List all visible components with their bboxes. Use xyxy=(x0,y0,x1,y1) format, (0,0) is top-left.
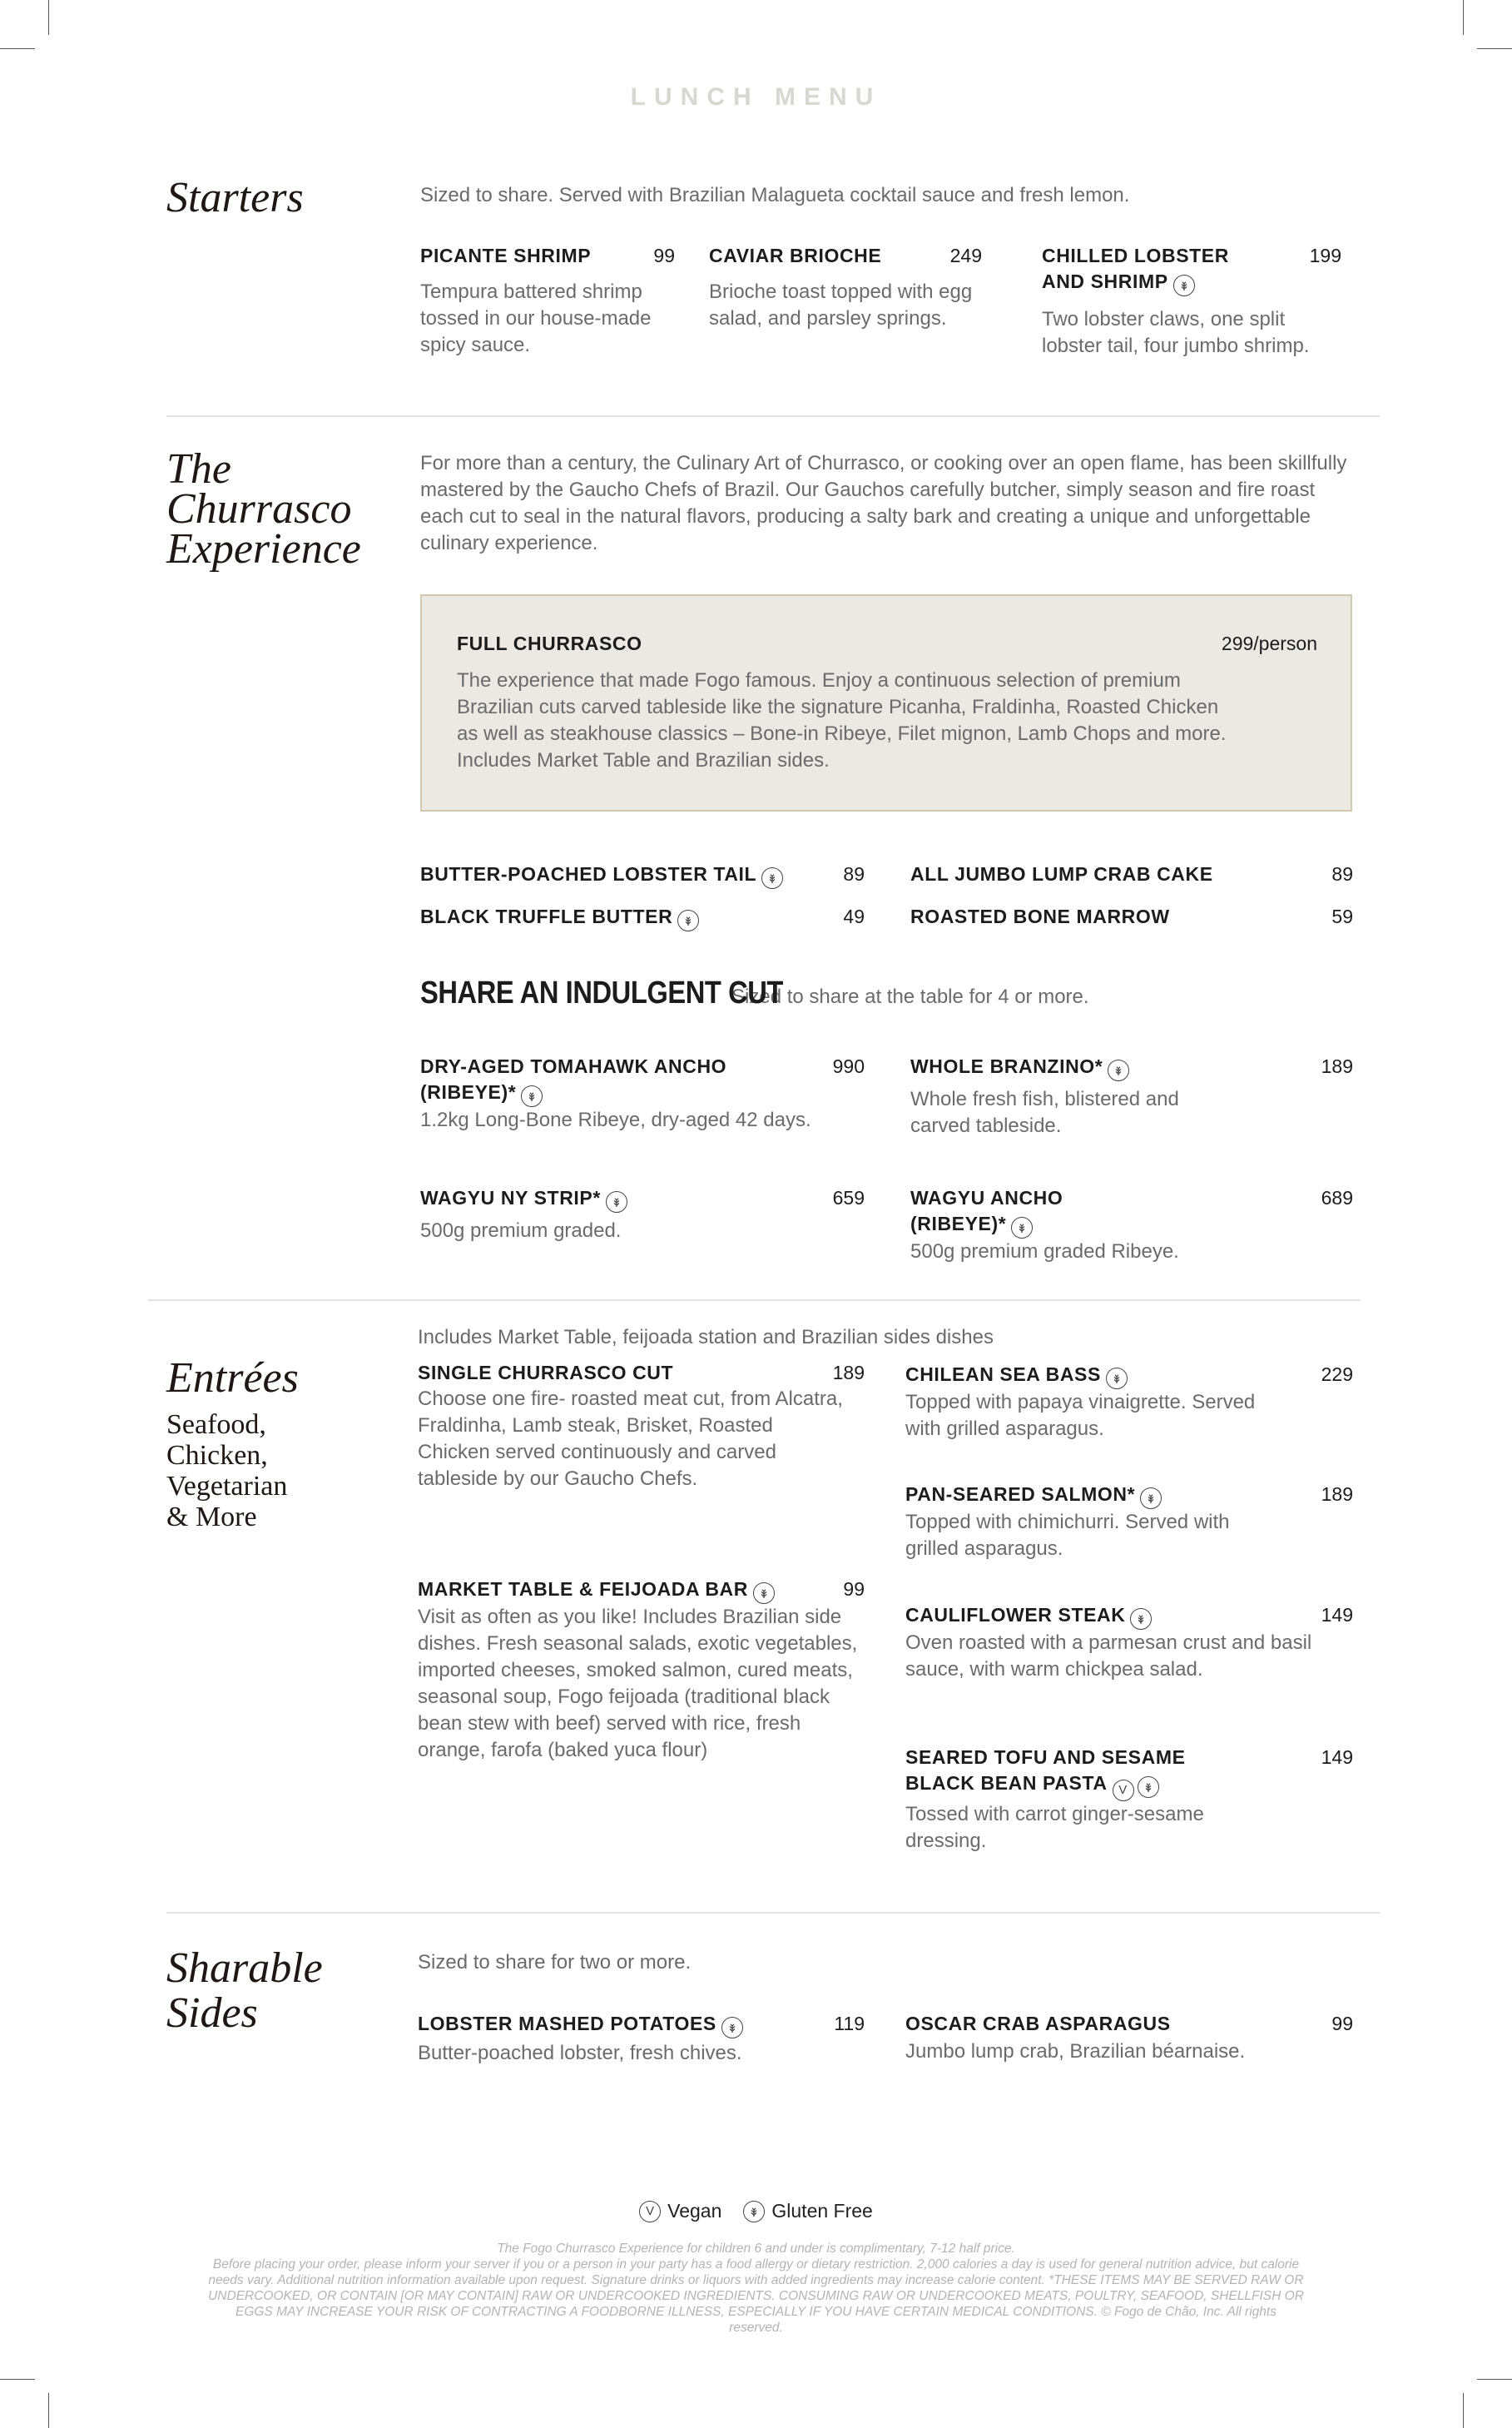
menu-item xyxy=(905,2011,1353,2065)
item-name: CHILLED LOBSTER AND SHRIMP xyxy=(1042,243,1242,296)
item-description: Visit as often as you like! Includes Brazilian side dishes. Fresh seasonal salads, exotic vegetables, imported cheeses, smoked salmon, cured meats, seasonal soup, Fogo feijoada (traditional black bean stew with beef) served with rice, fresh orange, farofa (baked yuca flour) xyxy=(418,1606,858,1761)
item-price: 49 xyxy=(843,906,865,927)
crop-mark xyxy=(48,2393,49,2428)
addon-item xyxy=(420,861,865,889)
legend-gluten-free xyxy=(743,2200,872,2222)
vegan-icon: V xyxy=(1113,1780,1134,1801)
menu-item xyxy=(905,1482,1353,1562)
gluten-free-icon xyxy=(721,2017,743,2038)
item-price: 149 xyxy=(1321,1746,1353,1768)
item-name: FULL CHURRASCO xyxy=(457,633,642,654)
menu-item xyxy=(905,1745,1353,1855)
gluten-free-icon xyxy=(521,1085,543,1107)
legend-label: Gluten Free xyxy=(771,2200,873,2222)
legend-vegan xyxy=(639,2200,721,2222)
addon-item xyxy=(420,904,865,931)
item-name: BLACK TRUFFLE BUTTER xyxy=(420,904,699,931)
menu-item xyxy=(420,1185,865,1244)
gluten-free-icon xyxy=(743,2201,765,2222)
item-description: Topped with chimichurri. Served with grilled asparagus. xyxy=(905,1511,1230,1560)
item-name: LOBSTER MASHED POTATOES xyxy=(418,2011,743,2038)
item-name: DRY-AGED TOMAHAWK ANCHO (RIBEYE)* xyxy=(420,1054,770,1107)
item-price: 189 xyxy=(1321,1055,1353,1077)
crop-mark xyxy=(1463,2393,1464,2428)
item-description: Jumbo lump crab, Brazilian béarnaise. xyxy=(905,2040,1246,2063)
gluten-free-icon xyxy=(1140,1487,1162,1509)
share-subtitle: Sized to share at the table for 4 or more. xyxy=(731,986,1089,1008)
item-description: 500g premium graded Ribeye. xyxy=(910,1240,1179,1263)
crop-mark xyxy=(0,2379,35,2380)
item-price: 249 xyxy=(949,245,982,266)
item-price: 990 xyxy=(832,1055,865,1077)
dietary-legend xyxy=(0,2200,1512,2222)
menu-item xyxy=(418,1360,865,1492)
item-name: ALL JUMBO LUMP CRAB CAKE xyxy=(910,863,1213,885)
item-price: 229 xyxy=(1321,1363,1353,1385)
gluten-free-icon xyxy=(1173,275,1195,296)
item-name: CAVIAR BRIOCHE xyxy=(709,245,882,266)
item-name: WAGYU NY STRIP* xyxy=(420,1185,627,1213)
item-price: 99 xyxy=(1331,2013,1353,2034)
item-name: SINGLE CHURRASCO CUT xyxy=(418,1362,674,1383)
crop-mark xyxy=(0,48,35,49)
section-divider xyxy=(148,1299,1361,1301)
footer-disclaimer xyxy=(208,2241,1304,2336)
share-title: SHARE AN INDULGENT CUT xyxy=(420,976,783,1010)
item-description: Oven roasted with a parmesan crust and basil sauce, with warm chickpea salad. xyxy=(905,1631,1312,1681)
gluten-free-icon xyxy=(1138,1776,1159,1798)
item-price: 99 xyxy=(653,245,675,266)
section-divider xyxy=(166,1912,1380,1914)
page-title: LUNCH MENU xyxy=(630,83,882,111)
item-description: Choose one fire- roasted meat cut, from Alcatra, Fraldinha, Lamb steak, Brisket, Roasted Chicken served continuously and carved tableside by our Gaucho Chefs. xyxy=(418,1388,843,1490)
item-description: Butter-poached lobster, fresh chives. xyxy=(418,2042,742,2064)
item-description: Whole fresh fish, blistered and carved tableside. xyxy=(910,1088,1179,1137)
section-intro: Includes Market Table, feijoada station and Brazilian sides dishes xyxy=(418,1326,994,1348)
disclaimer-children: The Fogo Churrasco Experience for children 6 and under is complimentary, 7-12 half price. xyxy=(497,2242,1015,2256)
item-name: WAGYU ANCHO (RIBEYE)* xyxy=(910,1185,1077,1239)
disclaimer-allergy: Before placing your order, please inform your server if you or a person in your party has a food allergy or dietary restriction. 2,000 calories a day is used for general nutrition advice, but calorie needs vary. Additional nutrition information available upon request. Signature drinks or liquors with added ingredients may increase calorie content. *THESE ITEMS MAY BE SERVED RAW OR UNDERCOOKED, OR CONTAIN [OR MAY CONTAIN] RAW OR UNDERCOOKED INGREDIENTS. CONSUMING RAW OR UNDERCOOKED MEATS, POULTRY, SEAFOOD, SHELLFISH OR EGGS MAY INCREASE YOUR RISK OF CONTRACTING A FOODBORNE ILLNESS, ESPECIALLY IF YOU HAVE CERTAIN MEDICAL CONDITIONS. © Fogo de Chão, Inc. All rights reserved. xyxy=(208,2257,1304,2335)
item-description: Tempura battered shrimp tossed in our house-made spicy sauce. xyxy=(420,281,652,356)
item-price: 149 xyxy=(1321,1604,1353,1626)
item-description: Brioche toast topped with egg salad, and parsley springs. xyxy=(709,281,973,330)
item-price: 99 xyxy=(843,1578,865,1600)
item-price: 189 xyxy=(1321,1483,1353,1505)
section-title: Sharable Sides xyxy=(166,1944,323,2037)
item-price: 199 xyxy=(1309,245,1341,266)
menu-item xyxy=(709,243,982,332)
item-description: Two lobster claws, one split lobster tail, four jumbo shrimp. xyxy=(1042,308,1310,357)
item-price: 189 xyxy=(832,1362,865,1383)
crop-mark xyxy=(1463,0,1464,35)
item-name: CAULIFLOWER STEAK xyxy=(905,1602,1152,1630)
section-intro: Sized to share. Served with Brazilian Malagueta cocktail sauce and fresh lemon. xyxy=(420,184,1130,206)
item-name: PAN-SEARED SALMON* xyxy=(905,1482,1162,1509)
gluten-free-icon xyxy=(677,910,699,931)
item-price: 59 xyxy=(1331,906,1353,927)
item-description: Topped with papaya vinaigrette. Served with grilled asparagus. xyxy=(905,1391,1256,1440)
section-subtitle: Seafood, Chicken, Vegetarian & More xyxy=(166,1409,288,1532)
item-name: SEARED TOFU AND SESAME BLACK BEAN PASTA V xyxy=(905,1745,1222,1801)
addon-item xyxy=(910,904,1353,930)
item-price: 299/person xyxy=(1221,633,1317,654)
gluten-free-icon xyxy=(1106,1368,1128,1389)
item-description: 1.2kg Long-Bone Ribeye, dry-aged 42 days. xyxy=(420,1109,811,1131)
item-description: 500g premium graded. xyxy=(420,1219,622,1242)
gluten-free-icon xyxy=(1108,1060,1129,1081)
item-price: 689 xyxy=(1321,1187,1353,1209)
item-price: 89 xyxy=(1331,863,1353,885)
menu-item xyxy=(910,1054,1353,1140)
menu-item xyxy=(905,1602,1353,1683)
gluten-free-icon xyxy=(753,1582,775,1604)
crop-mark xyxy=(1477,2379,1512,2380)
item-name: MARKET TABLE & FEIJOADA BAR xyxy=(418,1576,775,1604)
crop-mark xyxy=(48,0,49,35)
menu-item xyxy=(910,1185,1353,1265)
menu-item xyxy=(420,243,675,359)
menu-item xyxy=(1042,243,1341,360)
gluten-free-icon xyxy=(606,1191,627,1213)
gluten-free-icon xyxy=(1011,1217,1033,1239)
featured-item-box xyxy=(420,594,1352,812)
item-name: WHOLE BRANZINO* xyxy=(910,1054,1129,1081)
item-name: BUTTER-POACHED LOBSTER TAIL xyxy=(420,861,783,889)
section-divider xyxy=(166,415,1380,417)
share-heading xyxy=(420,976,1089,1011)
item-price: 659 xyxy=(832,1187,865,1209)
section-intro: For more than a century, the Culinary Art of Churrasco, or cooking over an open flame, has been skillfully mastered by the Gaucho Chefs of Brazil. Our Gauchos carefully butcher, simply season and fire roast each cut to seal in the natural flavors, producing a salty bark and creating a unique and unforgettable culinary experience. xyxy=(420,452,1347,554)
item-name: ROASTED BONE MARROW xyxy=(910,906,1170,927)
crop-mark xyxy=(1477,48,1512,49)
section-intro: Sized to share for two or more. xyxy=(418,1951,692,1974)
item-price: 89 xyxy=(843,863,865,885)
item-name: OSCAR CRAB ASPARAGUS xyxy=(905,2013,1171,2034)
item-price: 119 xyxy=(834,2013,865,2034)
menu-item xyxy=(905,1362,1353,1442)
item-name: CHILEAN SEA BASS xyxy=(905,1362,1128,1389)
addon-item xyxy=(910,861,1353,887)
menu-item xyxy=(418,1576,865,1764)
item-name: PICANTE SHRIMP xyxy=(420,245,592,266)
gluten-free-icon xyxy=(761,867,783,889)
menu-item xyxy=(420,1054,865,1134)
section-title: Starters xyxy=(166,174,304,221)
section-title: Entrées xyxy=(166,1354,299,1402)
vegan-icon: V xyxy=(639,2201,661,2222)
gluten-free-icon xyxy=(1130,1608,1152,1630)
item-description: Tossed with carrot ginger-sesame dressing. xyxy=(905,1802,1204,1852)
legend-label: Vegan xyxy=(667,2200,722,2222)
menu-item xyxy=(418,2011,865,2067)
item-description: The experience that made Fogo famous. Enjoy a continuous selection of premium Brazilian cuts carved tableside like the signature Picanha, Fraldinha, Roasted Chicken as well as steakhouse classics – Bone-in Ribeye, Filet mignon, Lamb Chops and more. Includes Market Table and Brazilian sides. xyxy=(457,669,1227,772)
section-title: The Churrasco Experience xyxy=(166,445,361,573)
